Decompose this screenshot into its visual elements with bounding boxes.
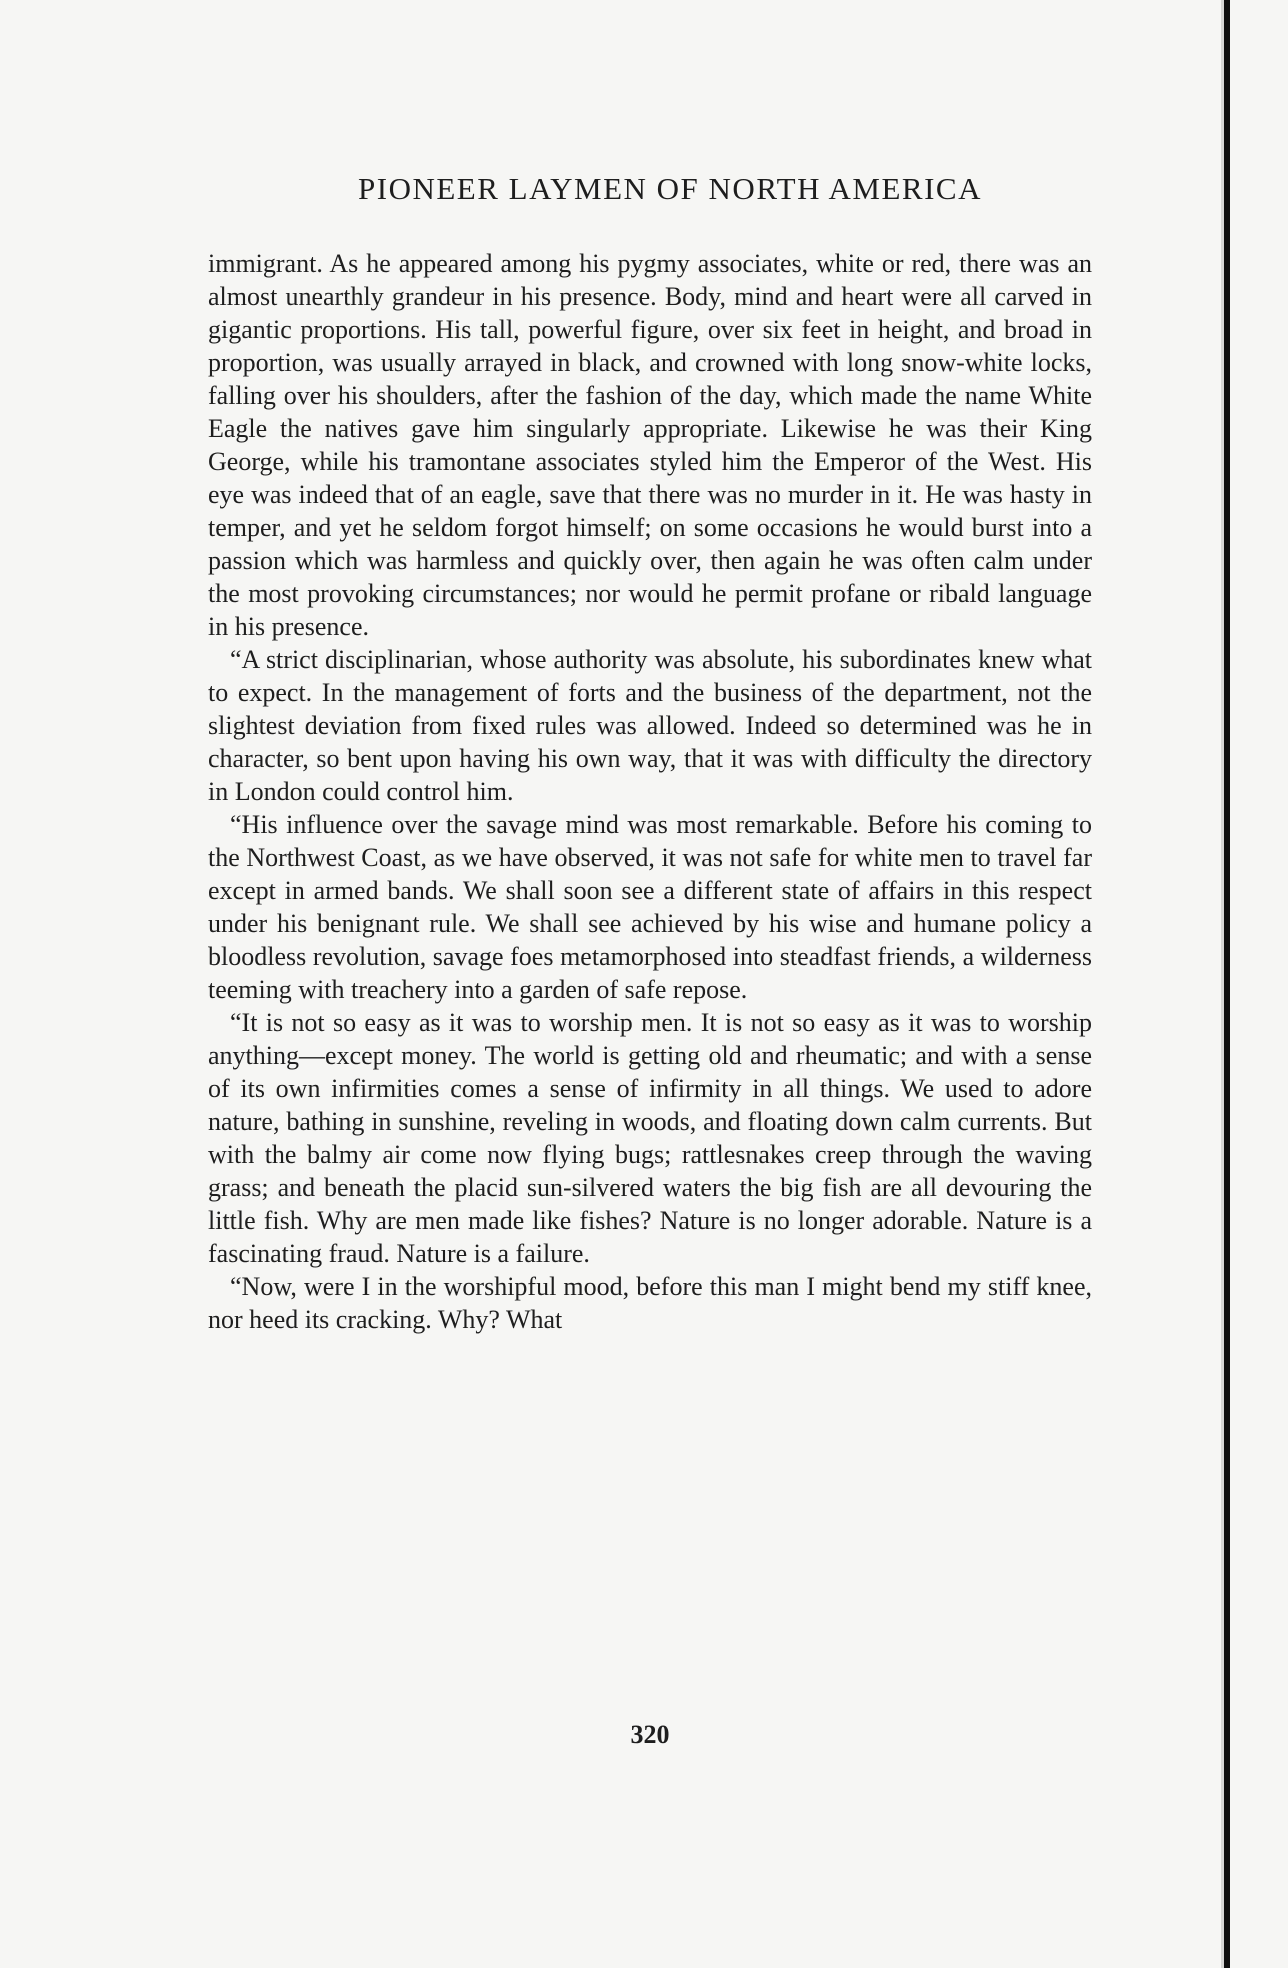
paragraph-discipline: “A strict disciplinarian, whose authority was absolute, his subordinates knew what to expect. In the management of forts and the business of the department, not the slightest deviation from fixed rules was allowed. Indeed so determined was he in character, so bent upon having his own way, that it was with difficulty the directory in London could control him. <box>208 645 1092 807</box>
paragraph-now: “Now, were I in the worshipful mood, before this man I might bend my stiff knee, nor heed its cracking. Why? What <box>208 1272 1092 1335</box>
paragraph-worship: “It is not so easy as it was to worship men. It is not so easy as it was to worship anything—except money. The world is getting old and rheumatic; and with a sense of its own infirmities comes a sense of infirmity in all things. We used to adore nature, bathing in sunshine, reveling in woods, and floating down calm currents. But with the balmy air come now flying bugs; rattlesnakes creep through the waving grass; and beneath the placid sun-silvered waters the big fish are all devouring the little fish. Why are men made like fishes? Nature is no longer adorable. Nature is a fascinating fraud. Nature is a failure. <box>208 1008 1092 1269</box>
body-text <box>208 247 1092 1336</box>
book-page <box>208 170 1092 1336</box>
running-head: PIONEER LAYMEN OF NORTH AMERICA <box>358 171 982 206</box>
paragraph-continuation: immigrant. As he appeared among his pygmy associates, white or red, there was an almost unearthly grandeur in his presence. Body, mind and heart were all carved in gigantic proportions. His tall, powerful figure, over six feet in height, and broad in proportion, was usually arrayed in black, and crowned with long snow-white locks, falling over his shoulders, after the fashion of the day, which made the name White Eagle the natives gave him singularly appropriate. Likewise he was their King George, while his tramontane associates styled him the Emperor of the West. His eye was indeed that of an eagle, save that there was no murder in it. He was hasty in temper, and yet he seldom forgot himself; on some occasions he would burst into a passion which was harmless and quickly over, then again he was often calm under the most provoking circumstances; nor would he permit profane or ribald language in his presence. <box>208 249 1092 642</box>
page-number: 320 <box>630 1720 670 1749</box>
paragraph-influence: “His influence over the savage mind was most remarkable. Before his coming to the Northwest Coast, as we have observed, it was not safe for white men to travel far except in armed bands. We shall soon see a different state of affairs in this respect under his benignant rule. We shall see achieved by his wise and humane policy a bloodless revolution, savage foes metamorphosed into steadfast friends, a wilderness teeming with treachery into a garden of safe repose. <box>208 810 1092 1005</box>
scan-page-edge <box>1224 0 1230 1968</box>
